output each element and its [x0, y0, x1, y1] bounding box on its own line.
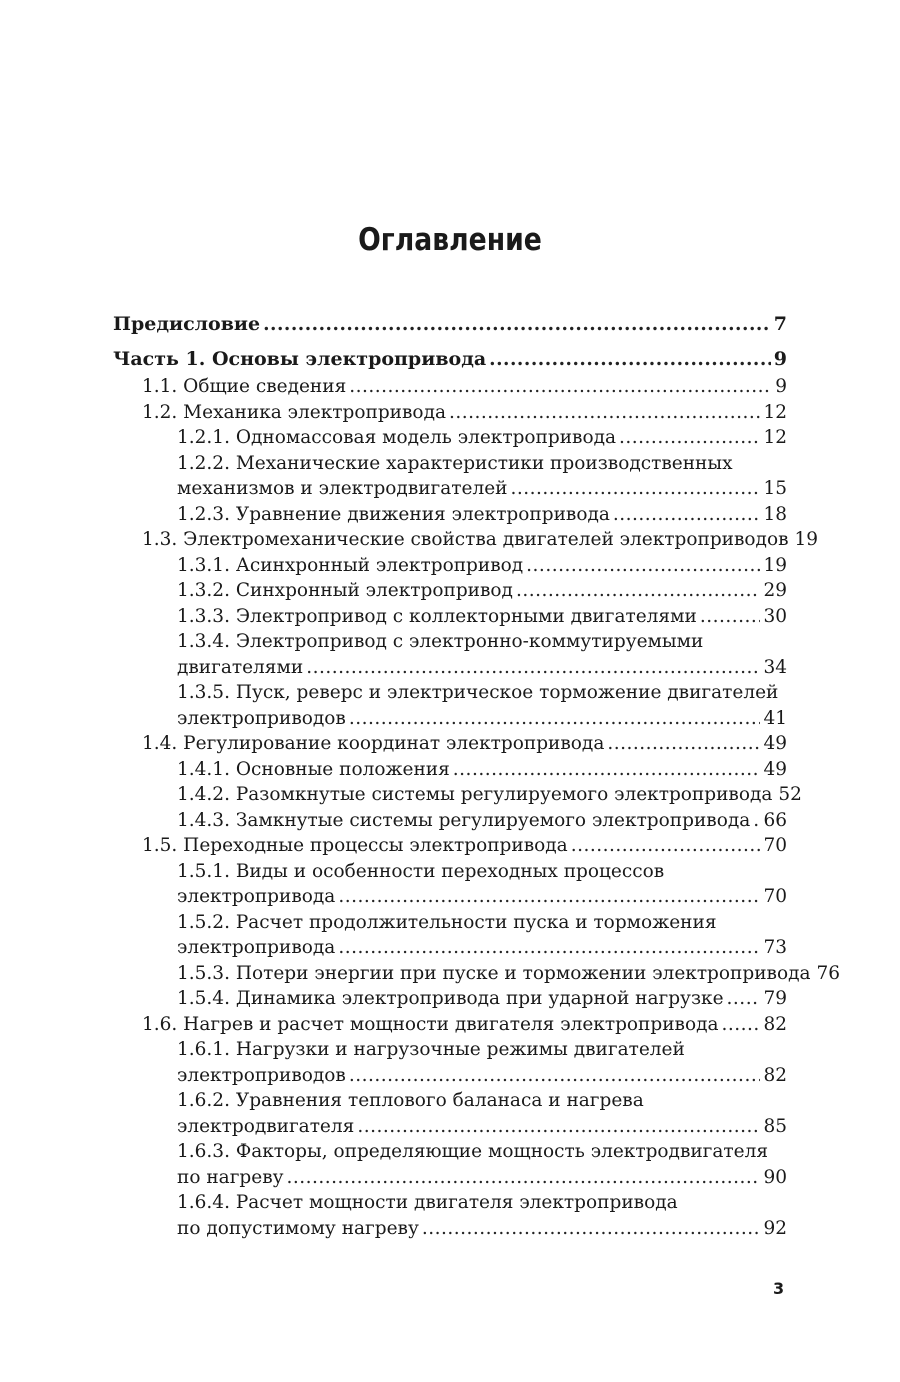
toc-entry-text: 1.1. Общие сведения — [142, 376, 347, 397]
toc-entry-page: 12 — [763, 401, 787, 423]
toc-entry[interactable] — [113, 1139, 787, 1190]
toc-entry-text: 1.3. Электромеханические свойства двигателей электроприводов — [142, 529, 789, 550]
toc-entry[interactable] — [113, 1012, 787, 1038]
toc-entry-text: 1.2.1. Одномассовая модель электропривода — [177, 427, 617, 448]
toc-entry-page: 66 — [763, 809, 787, 831]
toc-entry-page: 92 — [763, 1217, 787, 1239]
toc-entry[interactable] — [113, 782, 802, 808]
toc-entry-page: 90 — [763, 1166, 787, 1188]
toc-entry-text: 1.3.2. Синхронный электропривод — [177, 580, 513, 601]
toc-entry[interactable] — [113, 604, 787, 630]
toc-entry[interactable] — [113, 553, 787, 579]
toc-entry[interactable] — [113, 400, 787, 426]
table-of-contents — [113, 312, 841, 1241]
toc-entry-text-line1: 1.6.1. Нагрузки и нагрузочные режимы двигателей — [177, 1039, 685, 1060]
toc-entry-page: 12 — [763, 427, 787, 448]
toc-entry[interactable] — [113, 629, 787, 680]
toc-entry-text: электропривода — [177, 886, 336, 907]
toc-entry-page: 34 — [763, 656, 787, 678]
toc-entry[interactable] — [113, 833, 787, 859]
toc-entry[interactable] — [113, 986, 787, 1012]
toc-entry[interactable] — [113, 374, 787, 400]
toc-entry-text: 1.4. Регулирование координат электропривода — [142, 733, 605, 754]
toc-entry-text-line1: 1.5.1. Виды и особенности переходных процессов — [177, 860, 665, 882]
toc-entry-page: 41 — [763, 707, 787, 729]
toc-entry-page: 79 — [763, 988, 787, 1009]
toc-entry-text: электроприводов — [177, 1064, 346, 1086]
toc-entry[interactable] — [113, 347, 787, 373]
toc-entry[interactable] — [113, 578, 787, 604]
toc-entry-text: 1.6. Нагрев и расчет мощности двигателя электропривода — [142, 1013, 719, 1035]
toc-entry[interactable] — [113, 680, 787, 731]
toc-entry-text: 1.5.3. Потери энергии при пуске и торможении электропривода — [177, 962, 811, 984]
toc-entry-text: механизмов и электродвигателей — [177, 478, 508, 499]
toc-entry-text-line1: 1.6.4. Расчет мощности двигателя электропривода — [177, 1192, 678, 1213]
toc-entry-page: 82 — [763, 1064, 787, 1086]
toc-entry-page: 52 — [778, 784, 802, 805]
toc-entry[interactable] — [113, 527, 819, 553]
toc-entry-text: Часть 1. Основы электропривода — [113, 347, 487, 370]
toc-entry[interactable] — [113, 1088, 787, 1139]
toc-entry-text: электроприводов — [177, 707, 346, 729]
toc-entry-text: 1.4.3. Замкнутые системы регулируемого электропривода — [177, 809, 751, 831]
toc-entry-text: двигателями — [177, 656, 304, 678]
toc-entry-text-line1: 1.5.2. Расчет продолжительности пуска и торможения — [177, 911, 717, 933]
toc-entry-text-line1: 1.3.5. Пуск, реверс и электрическое торможение двигателей — [177, 682, 779, 703]
toc-entry[interactable] — [113, 1037, 787, 1088]
toc-entry[interactable] — [113, 1190, 787, 1241]
toc-entry-text-line1: 1.2.2. Механические характеристики производственных — [177, 452, 733, 474]
toc-entry[interactable] — [113, 425, 787, 451]
toc-entry-text-line1: 1.3.4. Электропривод с электронно-коммутируемыми — [177, 631, 704, 652]
toc-entry-page: 19 — [794, 529, 819, 550]
toc-entry-page: 30 — [763, 605, 787, 627]
toc-entry-page: 9 — [773, 347, 787, 370]
toc-entry-page: 76 — [816, 962, 841, 984]
toc-entry-page: 19 — [763, 554, 787, 576]
toc-entry[interactable] — [113, 502, 787, 528]
page-number: 3 — [773, 1279, 785, 1298]
toc-entry-page: 18 — [763, 503, 787, 525]
toc-entry-page: 29 — [763, 580, 787, 601]
toc-entry[interactable] — [113, 910, 787, 961]
toc-entry-text: по нагреву — [177, 1166, 284, 1188]
toc-entry-page: 7 — [773, 313, 787, 335]
toc-entry-page: 85 — [763, 1115, 787, 1137]
toc-entry-page: 73 — [763, 937, 787, 958]
toc-entry-text: электропривода — [177, 937, 336, 958]
page-title: Оглавление — [358, 222, 542, 258]
toc-entry[interactable] — [113, 859, 787, 910]
toc-entry-text: 1.2.3. Уравнение движения электропривода — [177, 503, 610, 525]
toc-entry-text-line1: 1.6.2. Уравнения теплового баланаса и нагрева — [177, 1090, 644, 1111]
toc-entry-text: 1.5. Переходные процессы электропривода — [142, 835, 568, 856]
toc-entry-text: Предисловие — [113, 313, 261, 335]
toc-entry[interactable] — [113, 451, 787, 502]
toc-entry-page: 82 — [763, 1013, 787, 1035]
toc-entry-page: 15 — [763, 478, 787, 499]
toc-entry-page: 70 — [763, 835, 787, 856]
toc-entry-text: 1.3.1. Асинхронный электропривод — [177, 554, 524, 576]
toc-entry-text: по допустимому нагреву — [177, 1217, 419, 1239]
toc-entry-text: 1.2. Механика электропривода — [142, 401, 446, 423]
toc-entry[interactable] — [113, 757, 787, 783]
toc-entry-text: 1.4.2. Разомкнутые системы регулируемого электропривода — [177, 784, 773, 805]
toc-entry[interactable] — [113, 961, 841, 987]
toc-entry-page: 9 — [775, 376, 787, 397]
toc-entry[interactable] — [113, 731, 787, 757]
toc-entry-page: 49 — [763, 733, 787, 754]
toc-entry-text: 1.3.3. Электропривод с коллекторными двигателями — [177, 605, 697, 627]
toc-entry-page: 49 — [763, 758, 787, 780]
toc-entry-text: 1.5.4. Динамика электропривода при ударной нагрузке — [177, 988, 724, 1009]
toc-entry-text: электродвигателя — [177, 1115, 355, 1137]
toc-entry[interactable] — [113, 312, 787, 338]
toc-entry-page: 70 — [763, 886, 787, 907]
toc-entry[interactable] — [113, 808, 787, 834]
toc-entry-text-line1: 1.6.3. Факторы, определяющие мощность электродвигателя — [177, 1141, 769, 1162]
toc-entry-text: 1.4.1. Основные положения — [177, 758, 450, 780]
